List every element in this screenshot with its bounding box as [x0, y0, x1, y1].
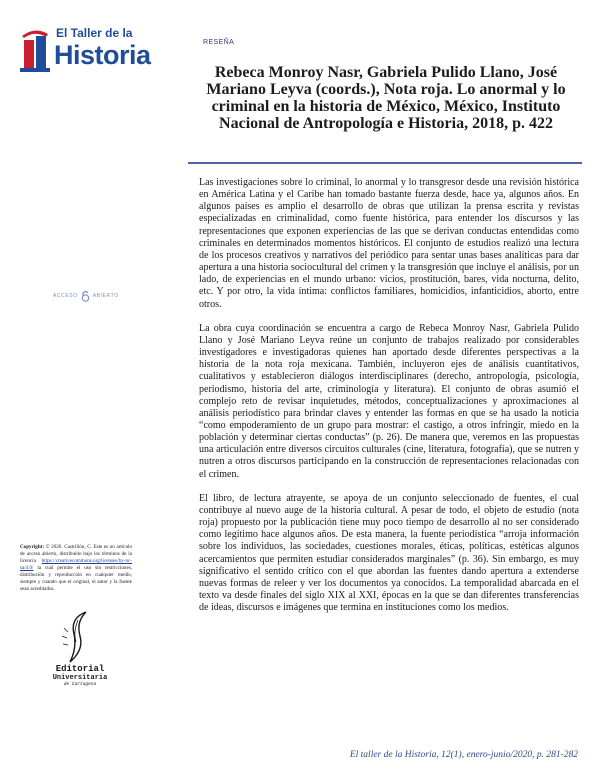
copyright-text-before: © 2020. Castrillón, C. Este es un artículo de acceso abierto, distribuido bajo los términos de la licencia: [20, 544, 132, 564]
publisher-name: [40, 664, 120, 688]
copyright-text-after: la cual permite el uso sin restricciones, distribución y reproducción en cualquier medio, siempre y cuando que el original, el autor y la fuente sean acreditados.: [20, 565, 132, 592]
copyright-notice: [20, 544, 132, 593]
quill-icon: [40, 608, 120, 666]
publisher-line2: Universitaria: [52, 674, 108, 682]
logo-line2: Historia: [54, 40, 151, 70]
article-title: Rebeca Monroy Nasr, Gabriela Pulido Llano, José Mariano Leyva (coords.), Nota roja. Lo anormal y lo criminal en la historia de México, México, Instituto Nacional de Antropología e Historia, 2018, p. 422: [206, 64, 566, 132]
journal-logo: [20, 24, 160, 78]
license-link[interactable]: https://creativecommons.org/licenses/by-nc-sa/4.0/: [20, 558, 132, 571]
paragraph: Las investigaciones sobre lo criminal, lo anormal y lo transgresor desde una revisión histórica en América Latina y el Caribe han tomado bastante fuerza desde, hace ya, algunos años. En algunos países es amplio el desarrollo de obras que utilizan la prensa escrita y revistas especializadas en criminalidad, como fuente histórica, para entender los discursos y las representaciones que exponen experiencias de las que se derivan conductas entendidas como criminales en determinados momentos históricos. El conjunto de estudios realizó una lectura de los procesos creativos y narrativos del periódico para sentar unas bases analíticas para dar apertura a una historia sociocultural del crimen y la transgresión que incluye el análisis, por un lado, de experiencias en el mundo urbano: vicios, prostitución, bares, vida nocturna, delito, etc. Y por otro, la vida íntima: conflictos familiares, homicidios, infanticidios, aborto, entre otros.: [199, 177, 579, 310]
access-right-text: ABIERTO: [92, 293, 119, 299]
open-access-badge[interactable]: [53, 290, 119, 302]
open-lock-icon: [81, 290, 90, 302]
paragraph: La obra cuya coordinación se encuentra a cargo de Rebeca Monroy Nasr, Gabriela Pulido Llano y José Mariano Leyva reúne un conjunto de trabajos realizado por considerables investigadores e investigadoras quienes han aportado desde diferentes perspectivas a la historia de la nota roja mexicana. También, incluyeron ejes de análisis cuantitativos, cualitativos y establecieron diálogos interdisciplinares (derecho, antropología, psicología, periodismo, historia del arte, criminología y literatura). El conjunto de obras asumió el complejo reto de revisar inquietudes, métodos, conceptualizaciones y aproximaciones al análisis periodístico para brindar claves y entender las formas en que se ha usado la noticia “como empoderamiento de un grupo para mostrar: el castigo, a otros infringir, miedo en la población y determinar ciertas conductas” (p. 26). De manera que, veremos en las propuestas una articulación entre diversos circuitos culturales (cine, literatura, fotografía), que se nutren y nutren a otros discursos participando en la construcción de representaciones relacionadas con el crimen.: [199, 322, 579, 480]
publisher-logo: [40, 608, 120, 704]
page-footer: El taller de la Historia, 12(1), enero-junio/2020, p. 281-282: [349, 750, 578, 760]
publisher-line1: Editorial: [55, 664, 105, 674]
section-label: RESEÑA: [203, 39, 235, 46]
title-divider: [188, 162, 582, 164]
article-body: [199, 177, 579, 626]
copyright-label: Copyright:: [20, 544, 45, 550]
paragraph: El libro, de lectura atrayente, se apoya de un conjunto seleccionado de fuentes, el cual contribuye al nuevo auge de la historia cultural. A pesar de todo, el objeto de estudio (nota roja) propuesto por la publicación tiene muy poco tiempo de desarrollo al no ser considerado como legítimo hace algunos años. De esta manera, la fuente periodística “arroja información sobre los individuos, las sociedades, cuestiones morales, éticas, políticas, estéticas algunos acercamientos que permiten estudiar considerados marginales” (p. 36). Sin embargo, es muy significativo el sentido crítico con el que abordan las fuentes dando apertura a extenderse nuevas formas de releer y ver los documentos ya conocidos. La temporalidad abarcada en el texto va desde finales del siglo XIX al XXI, épocas en la que se dan diferentes transferencias de ideas, discursos e imágenes que termina en instituciones como los medios.: [199, 492, 579, 614]
publisher-line3: de Cartagena: [63, 682, 97, 687]
logo-line1: El Taller de la: [56, 26, 133, 40]
access-left-text: ACCESO: [53, 293, 78, 299]
